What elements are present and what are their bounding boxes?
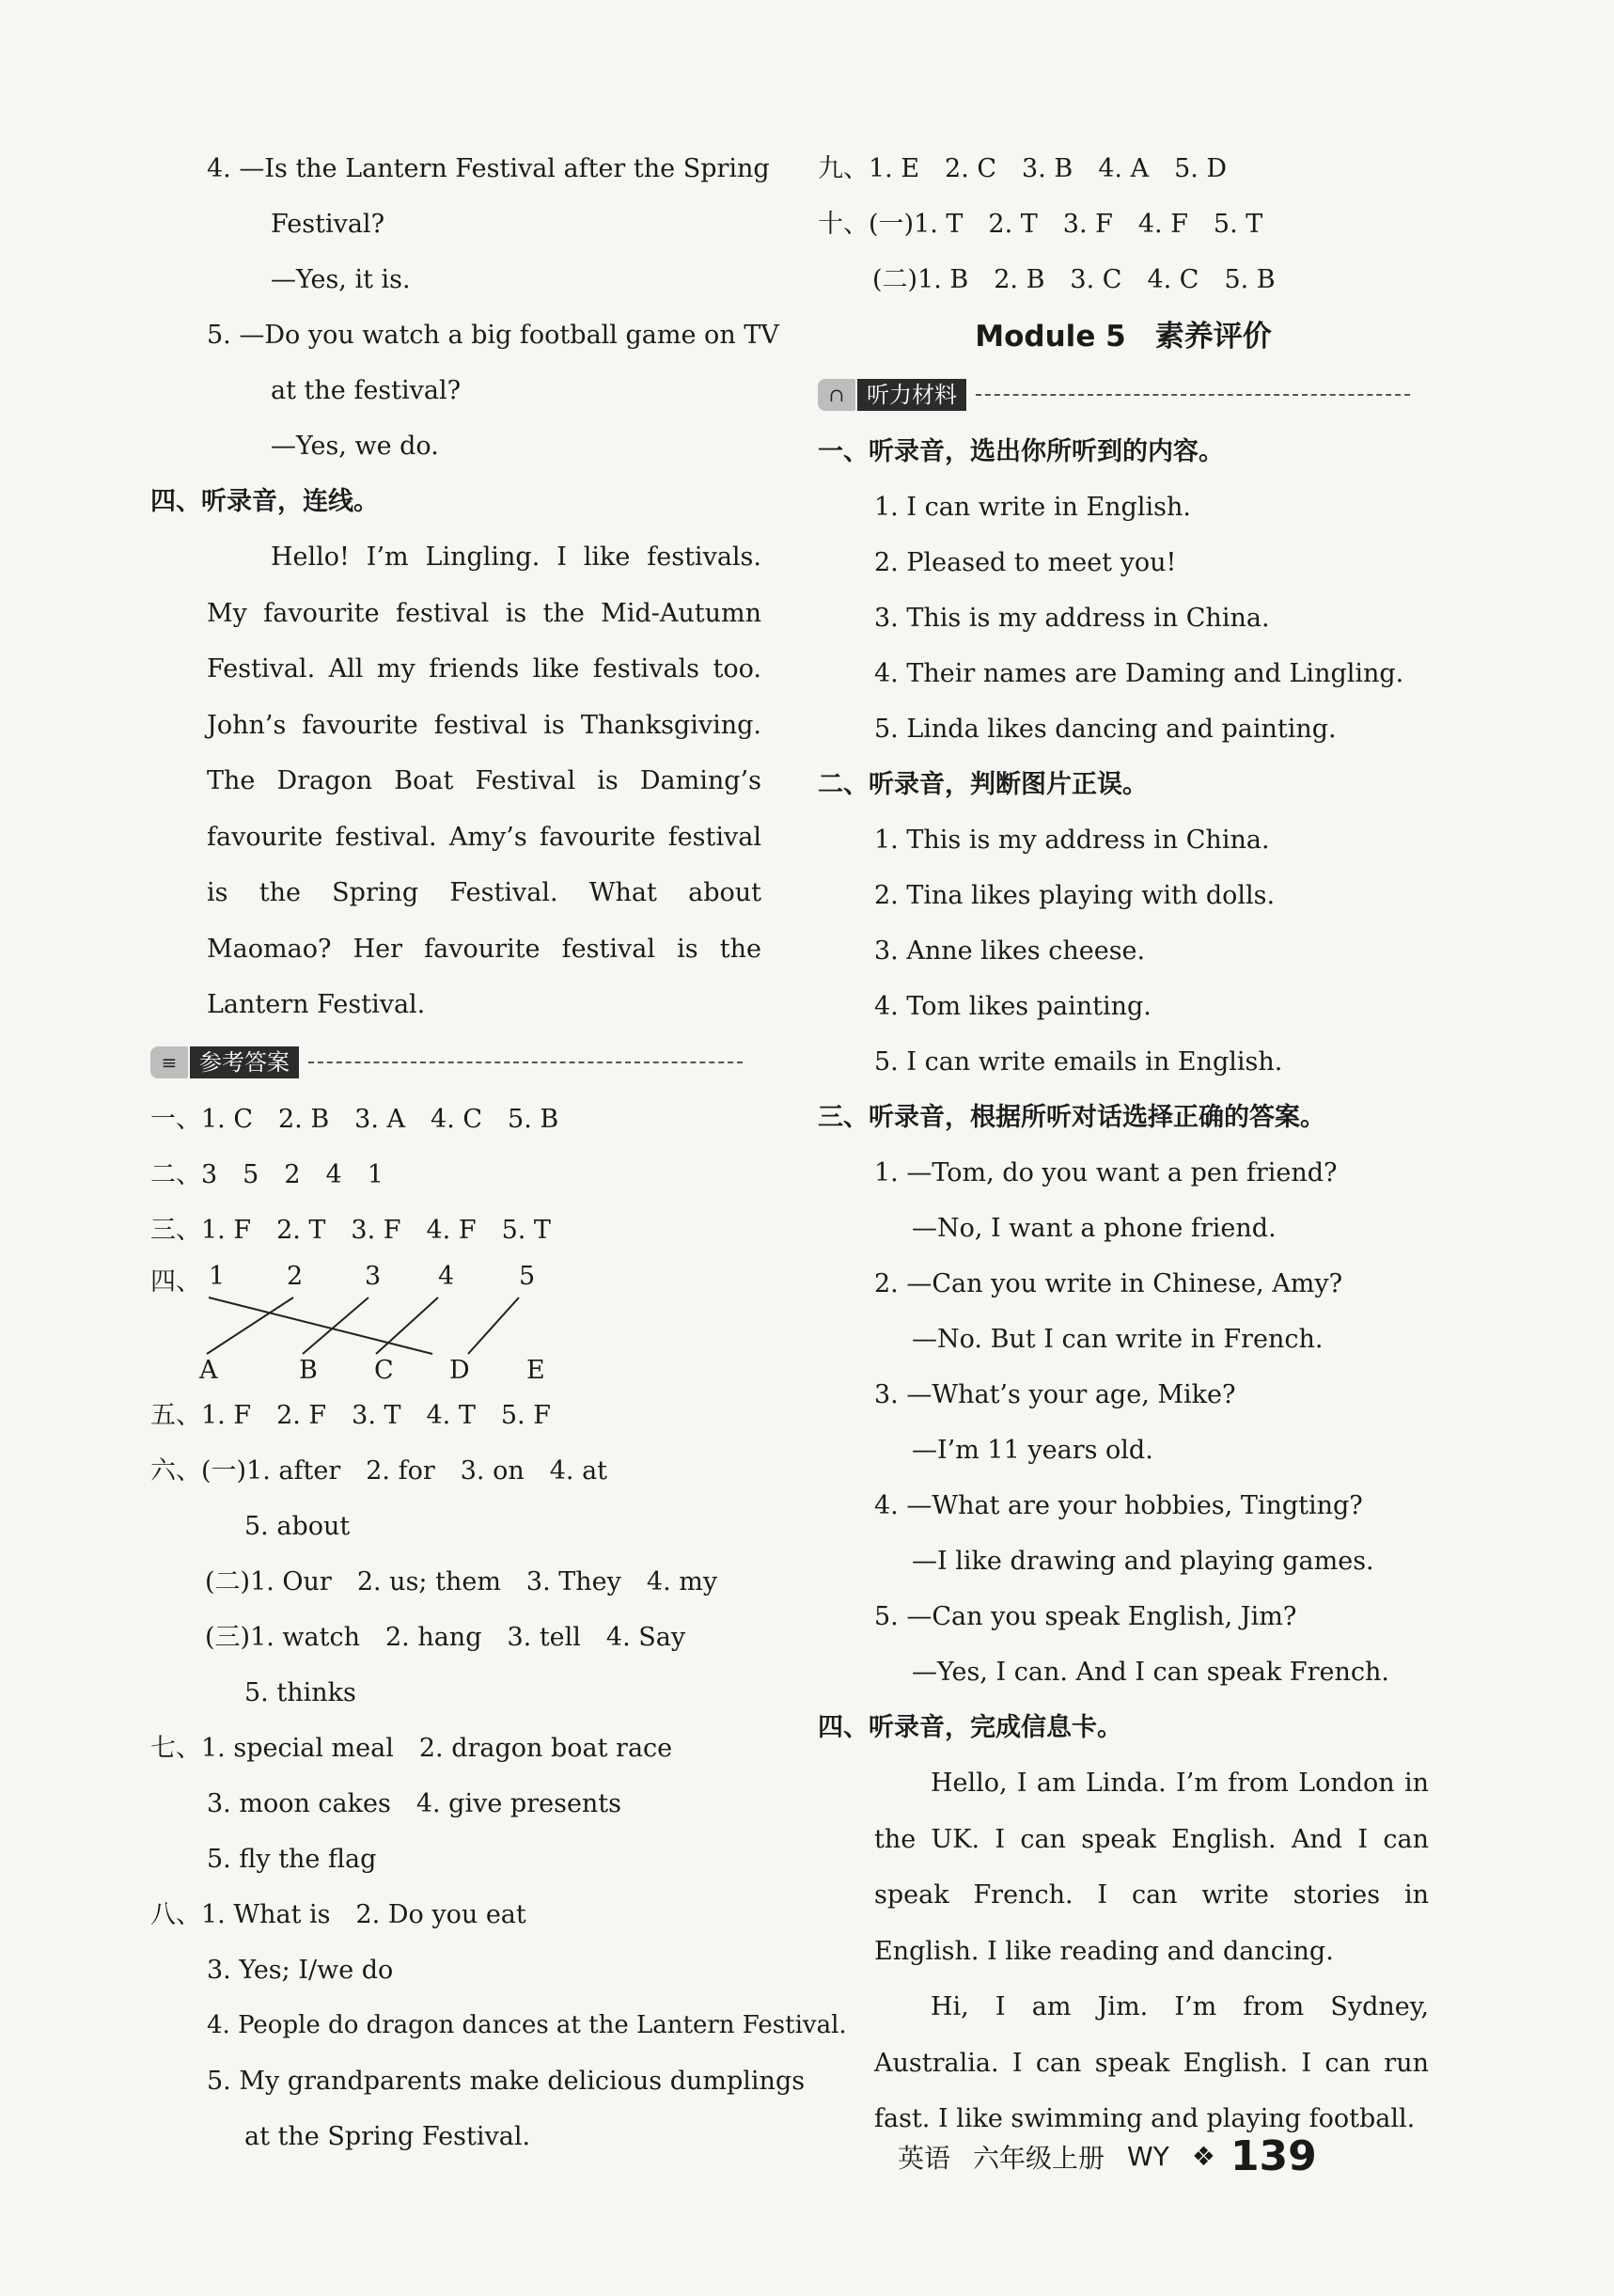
- answer-line: 二、3 5 2 4 1: [150, 1159, 384, 1189]
- answer-line: 4. People do dragon dances at the Lantern Festival.: [207, 2010, 847, 2039]
- section-heading: 一、听录音，选出你所听到的内容。: [818, 437, 1224, 466]
- answer-line: 八、1. What is 2. Do you eat: [150, 1899, 526, 1929]
- answer-line: 六、(一)1. after 2. for 3. on 4. at: [150, 1455, 608, 1486]
- match-letter: E: [526, 1355, 545, 1385]
- dialog-line: Festival?: [271, 210, 385, 239]
- answer-line: 三、1. F 2. T 3. F 4. F 5. T: [150, 1215, 551, 1245]
- match-letter: B: [299, 1355, 318, 1385]
- listening-tag: [818, 368, 1429, 422]
- listening-item: 5. Linda likes dancing and painting.: [874, 715, 1337, 744]
- headphones-icon: ∩: [818, 379, 855, 411]
- match-number: 1: [209, 1261, 226, 1291]
- footer-subject: 英语: [898, 2142, 951, 2174]
- divider: [308, 1062, 743, 1063]
- answer-line: 3. moon cakes 4. give presents: [207, 1788, 622, 1818]
- listening-item: 4. Tom likes painting.: [874, 992, 1152, 1021]
- page-number: 139: [1230, 2132, 1317, 2180]
- dialog-line: —Yes, I can. And I can speak French.: [912, 1658, 1389, 1687]
- section-heading: 四、听录音，完成信息卡。: [818, 1713, 1122, 1742]
- dialog-line: —I’m 11 years old.: [912, 1436, 1153, 1465]
- dialog-line: —Yes, it is.: [271, 265, 411, 294]
- footer-edition: WY: [1127, 2141, 1169, 2172]
- section-heading: 二、听录音，判断图片正误。: [818, 770, 1148, 799]
- match-number: 3: [365, 1261, 382, 1291]
- answer-line: 五、1. F 2. F 3. T 4. T 5. F: [150, 1400, 551, 1430]
- match-number: 5: [519, 1261, 536, 1291]
- listening-item: 3. Anne likes cheese.: [874, 936, 1146, 966]
- listening-item: 4. Their names are Daming and Lingling.: [874, 659, 1404, 688]
- answer-line: (三)1. watch 2. hang 3. tell 4. Say: [205, 1622, 686, 1652]
- listening-tag-label: 听力材料: [857, 379, 966, 411]
- answer-line: 七、1. special meal 2. dragon boat race: [150, 1733, 673, 1763]
- answer-line: 一、1. C 2. B 3. A 4. C 5. B: [150, 1104, 559, 1134]
- dialog-line: 4. —Is the Lantern Festival after the Spring: [207, 154, 770, 183]
- listening-paragraph: Hello, I am Linda. I’m from London in the UK. I can speak English. And I can speak French. I can write stories in English. I like reading and dancing.: [874, 1769, 1429, 1966]
- answer-line: 5. thinks: [244, 1677, 356, 1707]
- listening-item: 2. Tina likes playing with dolls.: [874, 881, 1276, 910]
- listening-item: 1. This is my address in China.: [874, 826, 1270, 855]
- right-column: [818, 141, 1429, 2147]
- answer-line: 3. Yes; I/we do: [207, 1955, 394, 1985]
- dialog-line: at the festival?: [271, 376, 462, 405]
- diamond-icon: ❖: [1191, 2141, 1215, 2172]
- divider: [976, 394, 1410, 396]
- module-title: Module 5 素养评价: [975, 320, 1272, 354]
- dialog-line: —I like drawing and playing games.: [912, 1547, 1374, 1576]
- section-heading: 四、听录音，连线。: [150, 487, 379, 516]
- dialog-line: 4. —What are your hobbies, Tingting?: [874, 1491, 1363, 1520]
- left-column: [150, 141, 847, 2164]
- matching-answer: [150, 1258, 761, 1388]
- listening-item: 2. Pleased to meet you!: [874, 548, 1177, 577]
- section-heading: 三、听录音，根据所听对话选择正确的答案。: [818, 1103, 1325, 1132]
- page-footer: [898, 2132, 1317, 2180]
- footer-grade: 六年级上册: [973, 2142, 1105, 2174]
- answer-line: (二)1. Our 2. us; them 3. They 4. my: [205, 1566, 718, 1596]
- answer-line: 5. about: [244, 1511, 351, 1541]
- answers-tag-label: 参考答案: [190, 1046, 299, 1078]
- dialog-line: —No. But I can write in French.: [912, 1325, 1324, 1354]
- answer-line: 九、1. E 2. C 3. B 4. A 5. D: [818, 154, 1228, 183]
- match-letter: D: [449, 1355, 470, 1385]
- answer-line: 十、(一)1. T 2. T 3. F 4. F 5. T: [818, 210, 1263, 239]
- answer-key-icon: ≡: [150, 1046, 188, 1078]
- match-letter: C: [374, 1355, 394, 1385]
- answers-tag: [150, 1035, 761, 1090]
- match-number: 4: [438, 1261, 455, 1291]
- answer-line: at the Spring Festival.: [244, 2121, 531, 2151]
- listening-item: 5. I can write emails in English.: [874, 1047, 1283, 1077]
- answer-label: 四、: [150, 1266, 201, 1297]
- dialog-line: 5. —Do you watch a big football game on TV: [207, 321, 779, 350]
- listening-item: 1. I can write in English.: [874, 493, 1191, 522]
- dialog-line: —Yes, we do.: [271, 432, 439, 461]
- dialog-line: —No, I want a phone friend.: [912, 1214, 1277, 1243]
- answer-line: 5. My grandparents make delicious dumplings: [207, 2066, 806, 2096]
- listening-paragraph: Hi, I am Jim. I’m from Sydney, Australia. I can speak English. I can run fast. I like swimming and playing football.: [874, 1992, 1429, 2133]
- listening-item: 3. This is my address in China.: [874, 604, 1270, 633]
- dialog-line: 2. —Can you write in Chinese, Amy?: [874, 1269, 1343, 1298]
- match-letter: A: [199, 1355, 218, 1385]
- dialog-line: 1. —Tom, do you want a pen friend?: [874, 1158, 1338, 1187]
- dialog-line: 3. —What’s your age, Mike?: [874, 1380, 1236, 1409]
- match-number: 2: [287, 1261, 304, 1291]
- answer-line: (二)1. B 2. B 3. C 4. C 5. B: [872, 265, 1276, 294]
- answer-line: 5. fly the flag: [207, 1844, 377, 1874]
- dialog-line: 5. —Can you speak English, Jim?: [874, 1602, 1297, 1631]
- listening-paragraph: Hello! I’m Lingling. I like festivals. My favourite festival is the Mid-Autumn Festival. All my friends like festivals too. John’s favourite festival is Thanksgiving. The Dragon Boat Festival is Daming’s favourite festival. Amy’s favourite festival is the Spring Festival. What about Maomao? Her favourite festival is the Lantern Festival.: [207, 543, 761, 1019]
